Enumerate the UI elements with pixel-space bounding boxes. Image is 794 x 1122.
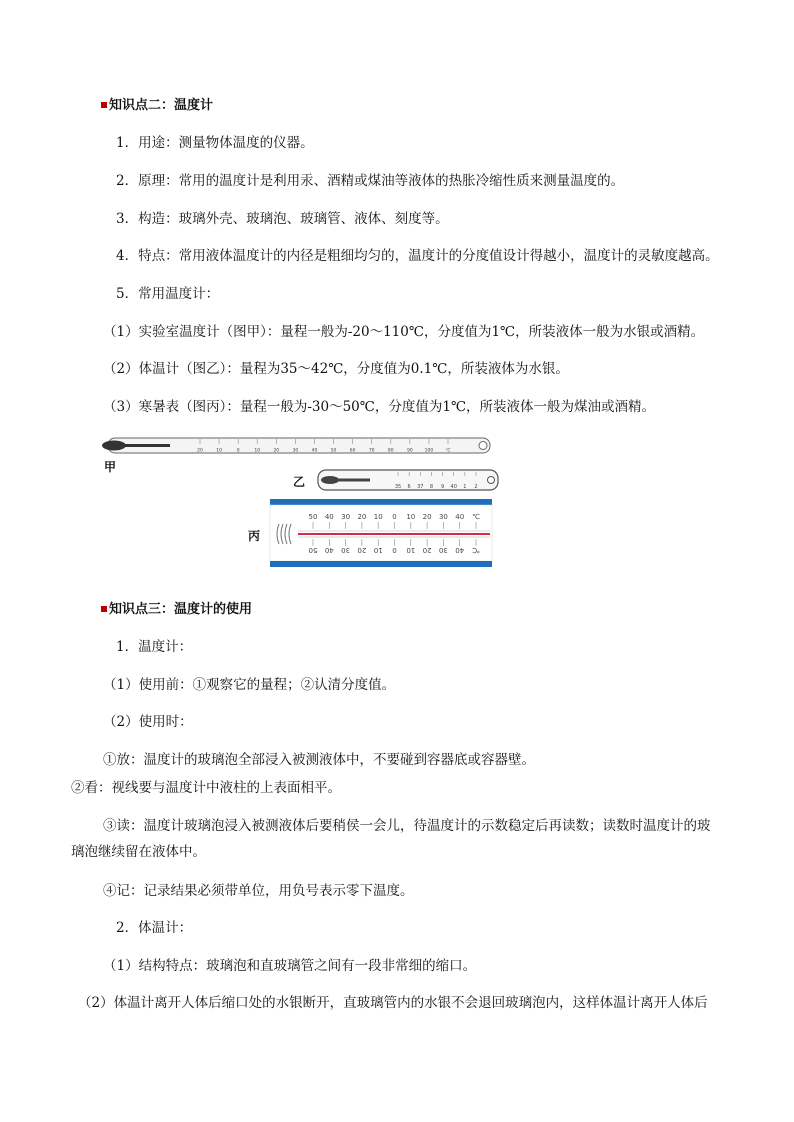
tick-label: 10 bbox=[216, 448, 222, 454]
tick-label: 40 bbox=[311, 448, 318, 454]
tick-label: 8 bbox=[429, 484, 434, 490]
tick-label-inverted: 50 bbox=[308, 546, 318, 554]
paragraph: 2．原理：常用的温度计是利用汞、酒精或煤油等液体的热胀冷缩性质来测量温度的。 bbox=[116, 173, 625, 189]
tick-label: 35 bbox=[394, 484, 402, 490]
tick-label-inverted: 40 bbox=[324, 546, 334, 554]
tick-label: 20 bbox=[422, 513, 432, 521]
wall-thermometer-bing bbox=[270, 499, 492, 567]
thermometer-figure bbox=[98, 434, 508, 570]
tick-label: 40 bbox=[455, 513, 465, 521]
tick-label: 37 bbox=[417, 484, 424, 490]
tick-label: 50 bbox=[308, 513, 318, 521]
tick-label: 70 bbox=[368, 448, 375, 454]
tick-label: 0 bbox=[236, 448, 240, 454]
paragraph: （2）使用时： bbox=[103, 714, 193, 730]
tick-label-inverted: ℃ bbox=[472, 546, 480, 554]
tick-label: 40 bbox=[450, 484, 457, 490]
tick-label: 50 bbox=[330, 448, 337, 454]
tick-label-inverted: 40 bbox=[455, 546, 465, 554]
tick-label: 20 bbox=[357, 513, 367, 521]
paragraph: ①放：温度计的玻璃泡全部浸入被测液体中，不要碰到容器底或容器壁。 bbox=[103, 752, 535, 768]
paragraph: ④记：记录结果必须带单位，用负号表示零下温度。 bbox=[103, 883, 414, 899]
section-heading-3: 知识点三：温度计的使用 bbox=[101, 600, 252, 620]
paragraph: （3）寒暑表（图丙）：量程一般为-30～50℃，分度值为1℃，所装液体一般为煤油或酒精。 bbox=[103, 399, 656, 415]
tick-label-inverted: 30 bbox=[438, 546, 448, 554]
figure-label-yi: 乙 bbox=[293, 475, 306, 489]
tick-label-inverted: 30 bbox=[341, 546, 351, 554]
bullet-square-icon bbox=[101, 606, 107, 612]
paragraph: （1）使用前：①观察它的量程；②认清分度值。 bbox=[103, 677, 396, 693]
tick-label-inverted: 10 bbox=[406, 546, 416, 554]
tick-label: 6 bbox=[407, 484, 411, 490]
tick-label: 30 bbox=[341, 513, 351, 521]
tick-label: 100 bbox=[424, 448, 434, 454]
paragraph: ②看：视线要与温度计中液柱的上表面相平。 bbox=[71, 780, 341, 796]
tick-label: 80 bbox=[387, 448, 394, 454]
tick-label: 10 bbox=[373, 513, 383, 521]
paragraph: （1）结构特点：玻璃泡和直玻璃管之间有一段非常细的缩口。 bbox=[103, 958, 477, 974]
paragraph: 5．常用温度计： bbox=[116, 286, 220, 302]
bullet-square-icon bbox=[101, 102, 107, 108]
paragraph: （1）实验室温度计（图甲）：量程一般为-20～110℃，分度值为1℃，所装液体一般为水银或酒精。 bbox=[103, 324, 705, 340]
tick-label: 0 bbox=[392, 513, 397, 521]
tick-label-inverted: 10 bbox=[373, 546, 383, 554]
figure-label-jia: 甲 bbox=[104, 460, 117, 474]
tick-label: 60 bbox=[349, 448, 356, 454]
paragraph: （2）体温计离开人体后缩口处的水银断开，直玻璃管内的水银不会退回玻璃泡内，这样体温计离开人体后 bbox=[78, 995, 708, 1011]
figure-label-bing: 丙 bbox=[248, 529, 261, 543]
tick-label: 20 bbox=[273, 448, 280, 454]
tick-label-inverted: 20 bbox=[357, 546, 367, 554]
paragraph: 1．温度计： bbox=[116, 639, 193, 655]
tick-label: 30 bbox=[292, 448, 299, 454]
clinical-thermometer-yi bbox=[318, 470, 498, 490]
paragraph: ③读：温度计玻璃泡浸入被测液体后要稍侯一会儿，待温度计的示数稳定后再读数；读数时温度计的玻璃泡继续留在液体中。 bbox=[71, 818, 711, 860]
paragraph: 1．用途：测量物体温度的仪器。 bbox=[116, 135, 314, 151]
tick-label: 10 bbox=[406, 513, 416, 521]
tick-label: ℃ bbox=[472, 513, 480, 521]
tick-label: 90 bbox=[406, 448, 413, 454]
paragraph: （2）体温计（图乙）：量程为35～42℃，分度值为0.1℃，所装液体为水银。 bbox=[103, 361, 569, 377]
tick-label: ℃ bbox=[445, 448, 451, 454]
tick-label: 30 bbox=[438, 513, 448, 521]
tick-label: 1 bbox=[463, 484, 467, 490]
paragraph: 2．体温计： bbox=[116, 920, 193, 936]
section-heading-2: 知识点二：温度计 bbox=[101, 96, 213, 116]
tick-label-inverted: 0 bbox=[392, 546, 397, 554]
paragraph: 4．特点：常用液体温度计的内径是粗细均匀的，温度计的分度值设计得越小，温度计的灵敏度越高。 bbox=[116, 248, 719, 264]
tick-label: 2 bbox=[474, 484, 478, 490]
paragraph: 3．构造：玻璃外壳、玻璃泡、玻璃管、液体、刻度等。 bbox=[116, 211, 449, 227]
tick-label: 40 bbox=[324, 513, 334, 521]
lab-thermometer-jia bbox=[102, 438, 490, 454]
tick-label: 20 bbox=[197, 448, 203, 454]
tick-label: 10 bbox=[254, 448, 261, 454]
tick-label-inverted: 20 bbox=[422, 546, 432, 554]
tick-label: 9 bbox=[440, 484, 445, 490]
